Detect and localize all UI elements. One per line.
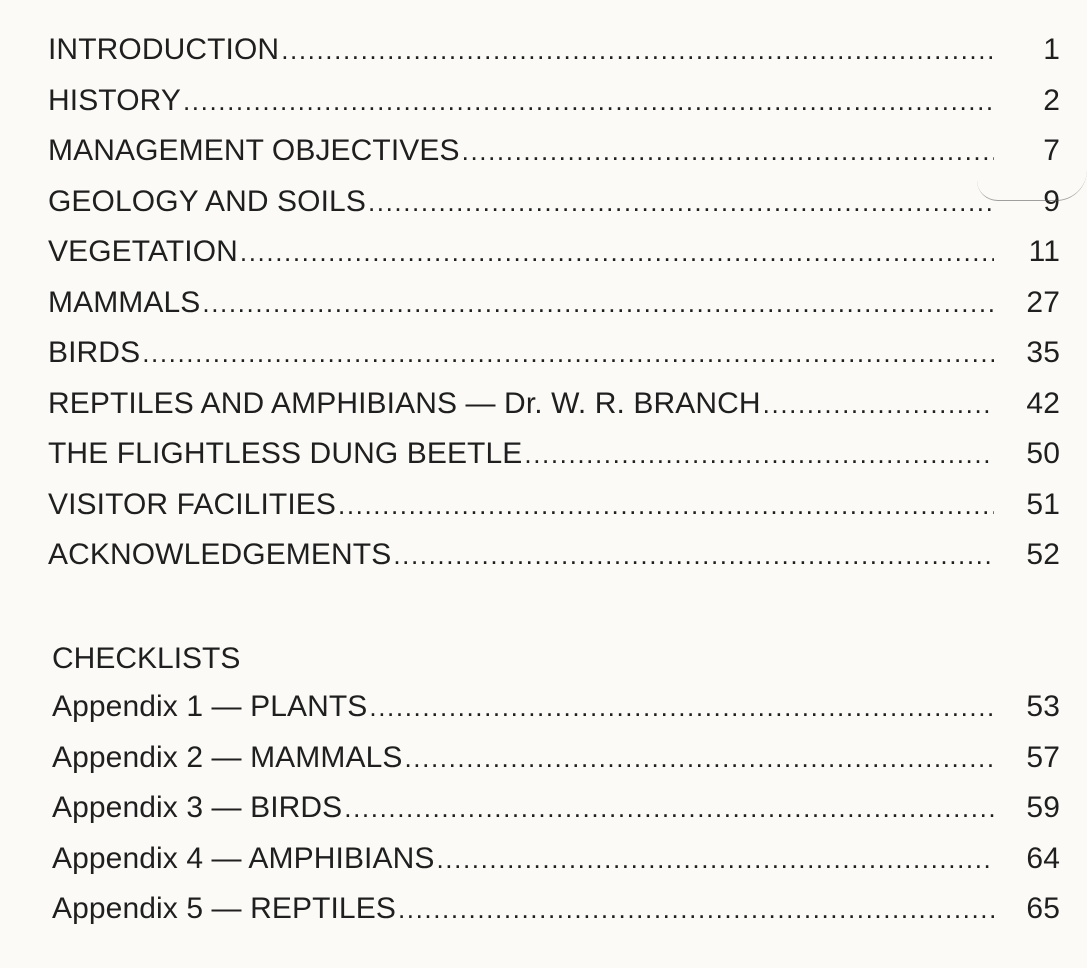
toc-entry-title: THE FLIGHTLESS DUNG BEETLE: [48, 437, 523, 470]
toc-entry: [52, 682, 1060, 733]
toc-entry-title: MAMMALS: [48, 285, 201, 319]
toc-entry: [48, 227, 1060, 278]
toc-entry-page: 64: [1026, 841, 1060, 875]
toc-entry-title: INTRODUCTION: [48, 33, 280, 66]
toc-entry-page: 52: [1026, 538, 1060, 571]
toc-entry-page: 57: [1026, 740, 1060, 774]
dot-leader: [763, 379, 994, 430]
toc-entry-title: Appendix 2 — MAMMALS: [52, 740, 403, 774]
dot-leader: [393, 530, 994, 581]
toc-entry: [52, 884, 1060, 935]
toc-entry-title: BIRDS: [48, 336, 141, 369]
dot-leader: [338, 480, 994, 531]
dot-leader: [462, 126, 994, 177]
toc-entry-page: 65: [1026, 892, 1060, 925]
toc-entry-title: REPTILES AND AMPHIBIANS — Dr. W. R. BRANCH: [48, 386, 761, 420]
toc-entry: [48, 530, 1060, 581]
toc-entry-page: 27: [1026, 285, 1060, 319]
toc-entry-page: 50: [1026, 437, 1060, 470]
toc-entry-title: MANAGEMENT OBJECTIVES: [48, 134, 460, 167]
checklists-heading: CHECKLISTS: [52, 642, 241, 675]
table-of-contents: [48, 25, 1060, 581]
toc-entry-page: 53: [1026, 690, 1060, 723]
toc-entry-page: 42: [1026, 386, 1060, 420]
toc-entry: [48, 25, 1060, 76]
toc-entry: [52, 834, 1060, 885]
toc-entry: [48, 126, 1060, 177]
dot-leader: [142, 328, 994, 379]
toc-entry: [48, 76, 1060, 127]
toc-entry: [48, 278, 1060, 329]
toc-entry-title: ACKNOWLEDGEMENTS: [48, 538, 392, 571]
toc-entry: [48, 328, 1060, 379]
toc-entry-page: 1: [1043, 33, 1060, 66]
toc-entry-title: Appendix 4 — AMPHIBIANS: [52, 841, 435, 875]
checklists-list: [52, 682, 1060, 935]
toc-entry-page: 7: [1043, 134, 1060, 167]
dot-leader: [436, 834, 994, 885]
dot-leader: [369, 682, 994, 733]
toc-entry-page: 9: [1043, 184, 1060, 218]
toc-entry: [52, 783, 1060, 834]
toc-entry-title: Appendix 1 — PLANTS: [52, 690, 368, 723]
dot-leader: [524, 429, 994, 480]
toc-entry-page: 35: [1026, 336, 1060, 369]
dot-leader: [202, 278, 994, 329]
dot-leader: [398, 884, 994, 935]
toc-entry-title: VEGETATION: [48, 235, 238, 268]
dot-leader: [240, 227, 994, 278]
dot-leader: [344, 783, 994, 834]
toc-entry: [48, 379, 1060, 430]
toc-entry-title: GEOLOGY AND SOILS: [48, 184, 366, 218]
toc-entry-page: 2: [1043, 83, 1060, 117]
toc-entry-page: 11: [1028, 235, 1060, 268]
toc-entry: [48, 480, 1060, 531]
dot-leader: [368, 177, 994, 228]
pen-mark: [977, 170, 1087, 201]
toc-entry-page: 51: [1026, 487, 1060, 521]
dot-leader: [404, 733, 994, 784]
toc-entry: [52, 733, 1060, 784]
dot-leader: [281, 25, 994, 76]
toc-entry: [48, 177, 1060, 228]
toc-entry-title: VISITOR FACILITIES: [48, 487, 336, 521]
toc-entry: [48, 429, 1060, 480]
toc-entry-title: HISTORY: [48, 83, 181, 117]
dot-leader: [183, 76, 994, 127]
toc-entry-title: Appendix 3 — BIRDS: [52, 791, 343, 824]
toc-entry-page: 59: [1026, 791, 1060, 824]
toc-entry-title: Appendix 5 — REPTILES: [52, 892, 396, 925]
